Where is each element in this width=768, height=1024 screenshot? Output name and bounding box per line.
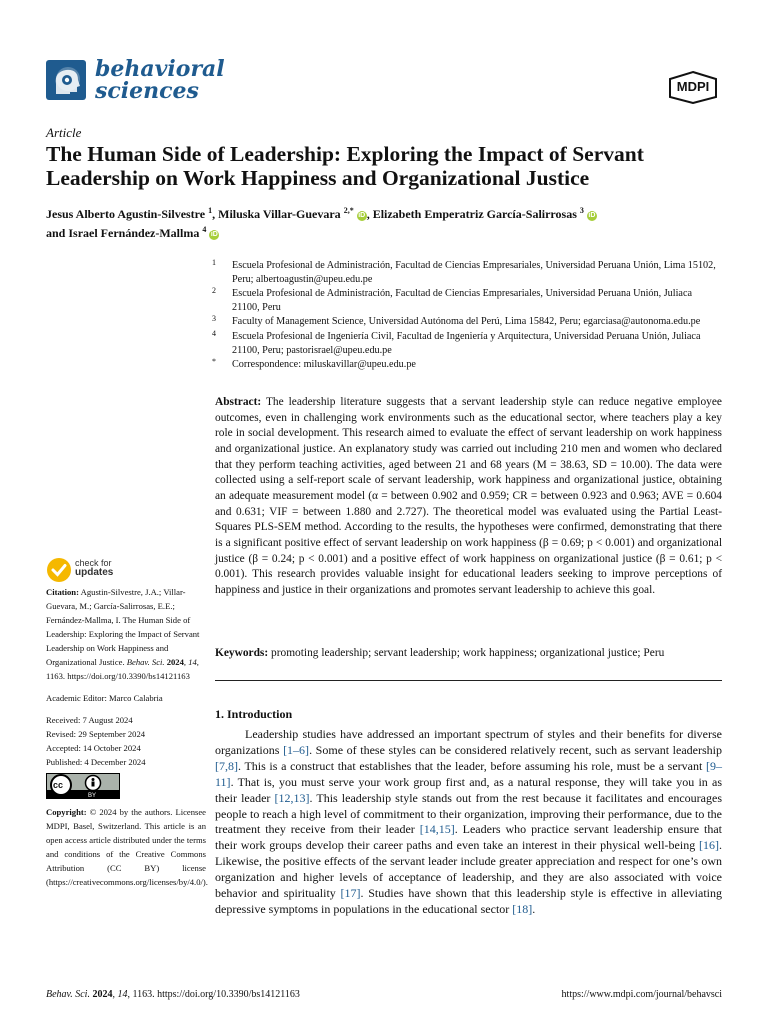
copyright-label: Copyright: bbox=[46, 807, 87, 817]
author-affiliation-mark: 3 bbox=[579, 206, 584, 215]
intro-text: . Studies have shown that this leadership style is effective in alleviating depressive symptoms in populations in the educational sector bbox=[215, 886, 722, 916]
author-name[interactable]: Elizabeth Emperatriz García-Salirrosas bbox=[372, 207, 577, 221]
journal-logo-icon bbox=[46, 60, 86, 100]
citation-volume: 14 bbox=[188, 657, 197, 667]
cc-by-license-badge[interactable] bbox=[46, 773, 120, 799]
citation-label: Citation: bbox=[46, 587, 79, 597]
citation-link[interactable]: [9–11] bbox=[215, 758, 722, 789]
abstract-text: The leadership literature suggests that a servant leadership style can reduce negative employee outcomes, even in challenging work environments such as the educational sector, where teachers play a key role in social development. This research aimed to evaluate the effect of servant leadership on work happiness and organizational justice. An explanatory study was carried out including 210 men and women who declared that they perform teaching activities, aged between 21 and 68 years (M = 38.63, SD = 10.00). The data were collected using a self-report scale of servant leadership, work happiness and organizational justice, obtaining an adequate measurement model (α = between 0.902 and 0.959; CR = between 0.923 and 0.963; AVE = 0.604 and 0.631; VIF = between 1.880 and 2.727). The theoretical model was evaluated using the Partial Least-Squares PLS-SEM method. According to the results, the hypotheses were confirmed, demonstrating that there is a significant positive effect of servant leadership on work happiness (β = 0.69; p < 0.001) and organizational justice (β = 0.24; p < 0.001) and a positive effect of work happiness on organizational justice (β = 0.61; p < 0.001). This research provides valuable insight for educational leaders seeking to improve perceptions of happiness and justice in their organizations and promotes servant leadership to achieve this goal. bbox=[215, 396, 722, 596]
check-line1: check for bbox=[75, 558, 112, 568]
author-name[interactable]: Miluska Villar-Guevara bbox=[218, 207, 341, 221]
intro-text: . Some of these styles can be considered relatively recent, such as servant leadership bbox=[309, 742, 722, 757]
citation-block: Citation: Agustin-Silvestre, J.A.; Villar-Guevara, M.; García-Salirrosas, E.E.; Fernández-Mallma, I. The Human Side of Leadership: Exploring the Impact of Servant Leadership on Work Happiness and Organizational Justice. Behav. Sci. 2024, 14, 1163. https://doi.org/10.3390/bs14121163 bbox=[46, 587, 200, 681]
author-name[interactable]: Israel Fernández-Mallma bbox=[68, 226, 200, 240]
affiliation-item bbox=[212, 358, 722, 372]
publisher-name: MDPI bbox=[676, 79, 710, 94]
intro-text: Leadership studies have addressed an important spectrum of styles and their benefits for diverse organizations bbox=[215, 727, 722, 757]
introduction-paragraph bbox=[215, 727, 722, 918]
academic-editor: Academic Editor: Marco Calabria bbox=[46, 693, 163, 703]
author-affiliation-mark: 2,* bbox=[343, 206, 354, 215]
author-list: Jesus Alberto Agustin-Silvestre $^1$, Miluska Villar-Guevara $^{2,*}$ iD , Elizabeth Emperatriz García-Salirrosas $^3$ iD and Israel Fernández-Mallma $^4$ iD bbox=[46, 206, 596, 240]
affiliation-item bbox=[212, 287, 722, 314]
orcid-icon[interactable]: iD bbox=[210, 231, 218, 238]
copyright-block bbox=[46, 805, 206, 889]
affiliations bbox=[212, 259, 722, 373]
date-published: Published: 4 December 2024 bbox=[46, 757, 146, 767]
cc-by-label: BY bbox=[88, 793, 97, 799]
citation-link[interactable]: [16] bbox=[699, 838, 719, 853]
affiliation-text: Faculty of Management Science, Universidad Autónoma del Perú, Lima 15842, Peru; egarciasa@autonoma.edu.pe bbox=[232, 316, 701, 328]
intro-text: . That is, you must serve your work group first and, as a natural response, they will take you in as their leader bbox=[215, 774, 722, 805]
citation-pages: , 1163. bbox=[46, 657, 199, 681]
intro-text: . Leaders who practice servant leadership ensure that their work groups develop their career paths and even take an interest in their physical well-being bbox=[215, 822, 722, 853]
orcid-icon[interactable]: iD bbox=[358, 212, 366, 219]
affiliation-mark: 2 bbox=[212, 286, 216, 296]
citation-link[interactable]: [17] bbox=[340, 886, 361, 901]
intro-text: . This is a construct that establishes that the leader, before assuming his role, must be a servant bbox=[238, 758, 706, 773]
citation-link[interactable]: [18] bbox=[512, 901, 533, 916]
section-divider bbox=[215, 680, 722, 681]
cc-cc-icon: cc bbox=[53, 780, 64, 790]
journal-name-line1: behavioral bbox=[95, 56, 225, 82]
citation-doi-link[interactable]: https://doi.org/10.3390/bs14121163 bbox=[67, 671, 190, 681]
author-name[interactable]: Jesus Alberto Agustin-Silvestre bbox=[46, 207, 206, 221]
correspondence-text: Correspondence: miluskavillar@upeu.edu.pe bbox=[232, 359, 416, 371]
journal-name-line2: sciences bbox=[95, 78, 199, 104]
date-revised: Revised: 29 September 2024 bbox=[46, 729, 146, 739]
check-for-updates-label[interactable] bbox=[75, 558, 113, 578]
mdpi-logo bbox=[666, 70, 720, 104]
affiliation-mark: 4 bbox=[212, 328, 216, 338]
intro-text: . Likewise, the positive effects of the servant leader include greater appreciation and respect for one’s own organization and higher levels of acceptance of leadership, and they are also associated with voice behavior and spirituality bbox=[215, 838, 722, 901]
affiliation-item bbox=[212, 330, 722, 357]
date-received: Received: 7 August 2024 bbox=[46, 715, 133, 725]
footer-journal: Behav. Sci. bbox=[46, 989, 90, 1000]
keywords-label: Keywords: bbox=[215, 647, 269, 659]
journal-name bbox=[95, 58, 225, 102]
abstract-label: Abstract: bbox=[215, 396, 262, 408]
footer-journal-url[interactable]: https://www.mdpi.com/journal/behavsci bbox=[561, 989, 722, 1000]
date-accepted: Accepted: 14 October 2024 bbox=[46, 743, 141, 753]
keywords-text: promoting leadership; servant leadership; work happiness; organizational justice; Peru bbox=[271, 647, 665, 659]
footer-year: 2024 bbox=[92, 989, 113, 1000]
section-heading: 1. Introduction bbox=[215, 707, 293, 721]
citation-year: 2024 bbox=[166, 657, 184, 667]
citation-link[interactable]: [1–6] bbox=[283, 742, 310, 757]
affiliation-mark: 1 bbox=[212, 258, 216, 267]
abstract bbox=[215, 395, 722, 599]
affiliation-mark: * bbox=[212, 357, 216, 367]
affiliation-text: Escuela Profesional de Administración, Facultad de Ciencias Empresariales, Universidad Peruana Unión, Juliaca 21100, Peru bbox=[232, 288, 692, 313]
citation-link[interactable]: [14,15] bbox=[419, 822, 455, 837]
keywords bbox=[215, 646, 722, 662]
affiliation-text: Escuela Profesional de Administración, Facultad de Ciencias Empresariales, Universidad Peruana Unión, Lima 15102, Peru; albertoagustin@upeu.edu.pe bbox=[232, 260, 716, 285]
check-for-updates-icon[interactable] bbox=[46, 557, 72, 583]
footer-citation: Behav. Sci. 2024, 14, 1163. https://doi.org/10.3390/bs14121163 bbox=[46, 989, 300, 1000]
article-type: Article bbox=[46, 125, 82, 140]
intro-text: . This leadership style stands out from the rest because it facilitates and encourages people to reach a high level of commitment to their organization, improving their performance, due to the treatment they receive from their leader bbox=[215, 790, 722, 837]
affiliation-mark: 3 bbox=[212, 314, 216, 324]
article-sidebar bbox=[46, 585, 206, 889]
affiliation-item bbox=[212, 259, 722, 286]
article-title: The Human Side of Leadership: Exploring the Impact of Servant Leadership on Work Happiness and Organizational Justice bbox=[46, 142, 644, 190]
affiliation-text: Escuela Profesional de Ingeniería Civil, Facultad de Ingeniería y Arquitectura, Universidad Peruana Unión, Juliaca 21100, Peru; pastorisrael@upeu.edu.pe bbox=[232, 330, 701, 356]
intro-text: . bbox=[532, 901, 536, 916]
orcid-icon[interactable]: iD bbox=[588, 212, 596, 219]
citation-link[interactable]: [7,8] bbox=[215, 758, 238, 773]
copyright-text: © 2024 by the authors. Licensee MDPI, Basel, Switzerland. This article is an open access article distributed under the terms and conditions of the Creative Commons Attribution (CC BY) license (https://creativecommons.org/licenses/by/4.0/). bbox=[46, 807, 208, 887]
affiliation-item bbox=[212, 315, 722, 329]
author-affiliation-mark: 1 bbox=[208, 206, 213, 215]
check-line2: updates bbox=[75, 567, 114, 578]
footer-doi[interactable]: , 1163. https://doi.org/10.3390/bs14121163 bbox=[127, 989, 300, 1000]
citation-link[interactable]: [12,13] bbox=[274, 790, 310, 805]
footer-volume: 14 bbox=[117, 989, 128, 1000]
citation-journal: Behav. Sci. bbox=[126, 657, 165, 667]
author-affiliation-mark: 4 bbox=[202, 225, 207, 234]
citation-text: Agustin-Silvestre, J.A.; Villar-Guevara, M.; García-Salirrosas, E.E.; Fernández-Mallma, I. The Human Side of Leadership: Exploring the Impact of Servant Leadership on Work Happiness and Organizational Justice. bbox=[46, 587, 200, 667]
